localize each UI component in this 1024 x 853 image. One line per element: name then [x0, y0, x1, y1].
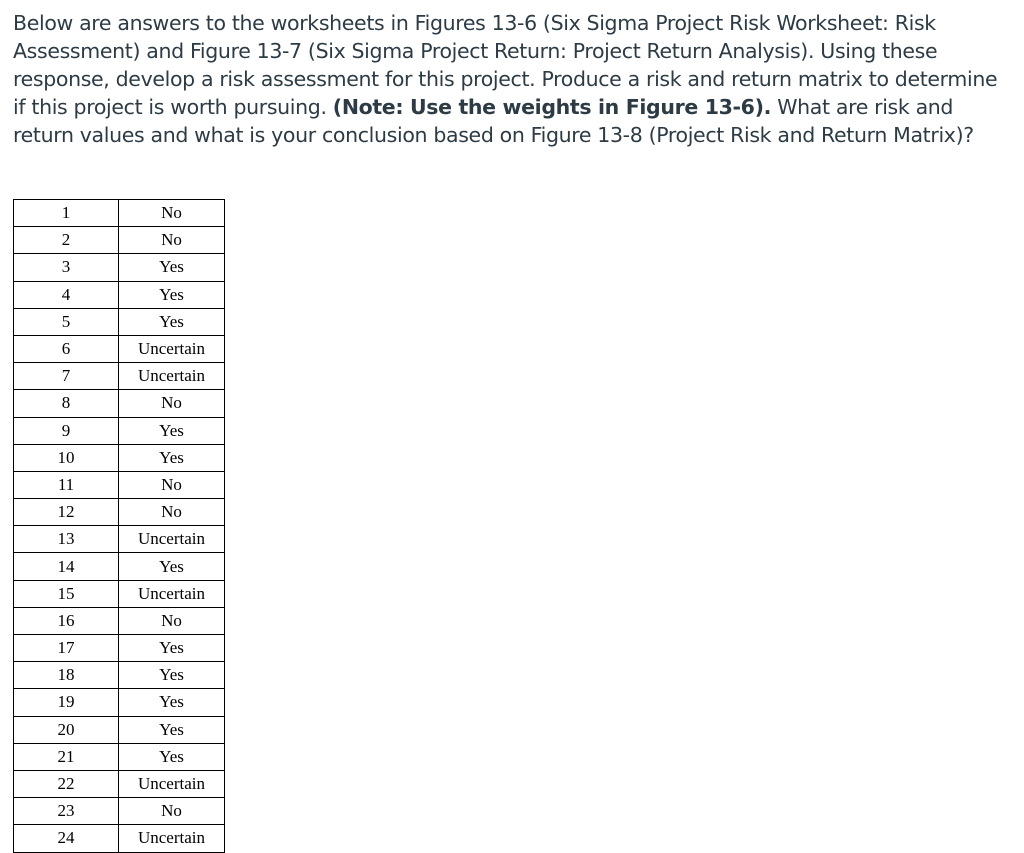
table-row: [14, 335, 225, 362]
question-number-cell: 4: [14, 281, 119, 308]
table-row: [14, 689, 225, 716]
table-row: [14, 254, 225, 281]
answers-table-body: [14, 200, 225, 853]
answer-cell: Uncertain: [119, 580, 225, 607]
table-row: [14, 798, 225, 825]
question-number-cell: 24: [14, 825, 119, 852]
answer-cell: Yes: [119, 689, 225, 716]
question-number-cell: 7: [14, 363, 119, 390]
question-note: (Note: Use the weights in Figure 13-6).: [332, 95, 772, 119]
table-row: [14, 526, 225, 553]
answer-cell: Uncertain: [119, 526, 225, 553]
answer-cell: Yes: [119, 743, 225, 770]
question-number-cell: 16: [14, 607, 119, 634]
answer-cell: No: [119, 390, 225, 417]
answer-cell: Uncertain: [119, 335, 225, 362]
table-row: [14, 716, 225, 743]
answers-table: [13, 199, 225, 853]
table-row: [14, 580, 225, 607]
table-row: [14, 227, 225, 254]
answer-cell: Uncertain: [119, 770, 225, 797]
answer-cell: Yes: [119, 662, 225, 689]
question-number-cell: 22: [14, 770, 119, 797]
answer-cell: Yes: [119, 417, 225, 444]
question-number-cell: 2: [14, 227, 119, 254]
question-number-cell: 12: [14, 499, 119, 526]
question-number-cell: 18: [14, 662, 119, 689]
question-number-cell: 20: [14, 716, 119, 743]
question-number-cell: 17: [14, 635, 119, 662]
question-number-cell: 21: [14, 743, 119, 770]
question-number-cell: 9: [14, 417, 119, 444]
question-number-cell: 19: [14, 689, 119, 716]
table-row: [14, 825, 225, 852]
table-row: [14, 281, 225, 308]
question-number-cell: 14: [14, 553, 119, 580]
question-part-1: Below are answers to the worksheets in Figures 13-6 (Six Sigma Project Risk Worksheet: Risk Assessment) and Figure 13-7 (Six Sigma Project Return: Project Return Analysis). Using these response, develop a risk assessment for this project. Produce a risk and return matrix to determine if this project is worth pursuing.: [13, 11, 998, 119]
answer-cell: Yes: [119, 444, 225, 471]
answer-cell: Yes: [119, 308, 225, 335]
answer-cell: No: [119, 798, 225, 825]
answer-cell: Uncertain: [119, 825, 225, 852]
table-row: [14, 743, 225, 770]
table-row: [14, 390, 225, 417]
question-number-cell: 23: [14, 798, 119, 825]
answer-cell: No: [119, 607, 225, 634]
table-row: [14, 471, 225, 498]
table-row: [14, 662, 225, 689]
answer-cell: Yes: [119, 254, 225, 281]
question-number-cell: 3: [14, 254, 119, 281]
question-number-cell: 8: [14, 390, 119, 417]
table-row: [14, 553, 225, 580]
question-number-cell: 10: [14, 444, 119, 471]
table-row: [14, 635, 225, 662]
question-number-cell: 6: [14, 335, 119, 362]
table-row: [14, 200, 225, 227]
table-row: [14, 499, 225, 526]
table-row: [14, 607, 225, 634]
answer-cell: No: [119, 499, 225, 526]
answer-cell: Yes: [119, 281, 225, 308]
question-number-cell: 11: [14, 471, 119, 498]
question-number-cell: 1: [14, 200, 119, 227]
table-row: [14, 444, 225, 471]
answer-cell: No: [119, 200, 225, 227]
question-part-2: What are risk and return values and what is your conclusion based on Figure 13-8 (Project Risk and Return Matrix)?: [13, 95, 974, 147]
table-row: [14, 308, 225, 335]
table-row: [14, 417, 225, 444]
answer-cell: No: [119, 227, 225, 254]
question-text: [13, 9, 1013, 149]
question-number-cell: 5: [14, 308, 119, 335]
question-number-cell: 15: [14, 580, 119, 607]
answer-cell: Yes: [119, 635, 225, 662]
question-number-cell: 13: [14, 526, 119, 553]
table-row: [14, 770, 225, 797]
table-row: [14, 363, 225, 390]
answer-cell: Yes: [119, 716, 225, 743]
answer-cell: Uncertain: [119, 363, 225, 390]
answer-cell: Yes: [119, 553, 225, 580]
answer-cell: No: [119, 471, 225, 498]
